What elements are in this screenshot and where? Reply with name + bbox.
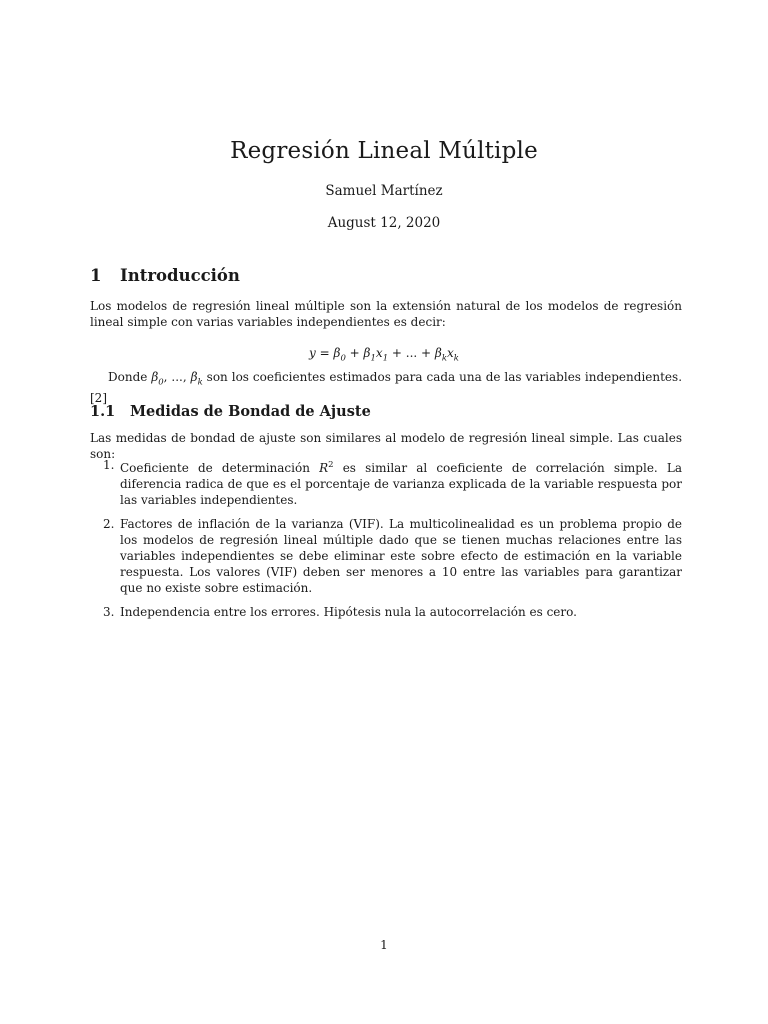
- intro-paragraph: Los modelos de regresión lineal múltiple son la extensión natural de los modelos de regresión lineal simple con varias variables independientes es decir:: [90, 299, 682, 329]
- section-number: 1: [90, 266, 102, 285]
- eq-x1-sub: 1: [382, 353, 389, 364]
- eq-betak-sub: k: [441, 353, 448, 364]
- subsection-heading-bondad: [90, 403, 371, 420]
- section-heading-introduccion: [90, 266, 240, 285]
- eq-beta0-sub: 0: [340, 353, 346, 364]
- eq-x1: x: [375, 346, 383, 360]
- section-title: Introducción: [120, 266, 240, 285]
- document-author: Samuel Martínez: [325, 183, 443, 199]
- list-marker: 1.: [103, 458, 115, 472]
- eq-equals: =: [315, 346, 334, 360]
- list-marker: 2.: [103, 517, 115, 531]
- eq-beta1: β: [363, 346, 371, 360]
- list-marker: 3.: [103, 605, 115, 619]
- eq-plus-dots: + ... +: [388, 346, 435, 360]
- inline-dots: , ...,: [163, 370, 191, 384]
- list-item: [90, 604, 682, 620]
- list-item-text: Factores de inflación de la varianza (VIF). La multicolinealidad es un problema propio de los modelos de regresión lineal múltiple dado que se tienen muchas relaciones entre las variables independientes se debe eliminar este sobre efecto de estimación en la variable respuesta. Los valores (VIF) deben ser menores a 10 entre las variables para garantizar que no existe sobre estimación.: [120, 517, 682, 595]
- coefficients-text: son los coeficientes estimados para cada una de las variables independientes. [2]: [90, 370, 683, 406]
- inline-r-sup: 2: [328, 460, 334, 470]
- eq-xk-sub: k: [453, 353, 459, 364]
- eq-beta0: β: [333, 346, 341, 360]
- eq-plus1: +: [345, 346, 364, 360]
- list-item-text: es similar al coeficiente de correlación simple. La diferencia radica de que es el porcentaje de varianza explicada de la variable respuesta por las variables independientes.: [120, 461, 682, 507]
- inline-beta0-sub: 0: [158, 377, 164, 388]
- list-item: [90, 516, 682, 596]
- eq-betak: β: [434, 346, 442, 360]
- inline-betak: β: [190, 370, 198, 384]
- eq-xk: x: [447, 346, 454, 360]
- bondad-list: [90, 457, 682, 628]
- donde-text: Donde: [108, 370, 152, 384]
- subsection-title: Medidas de Bondad de Ajuste: [130, 403, 371, 420]
- eq-beta1-sub: 1: [370, 353, 376, 364]
- list-item-text: Coeficiente de determinación: [120, 461, 320, 475]
- coefficients-paragraph: [90, 369, 682, 406]
- document-title: Regresión Lineal Múltiple: [230, 138, 538, 164]
- inline-r: R: [319, 461, 329, 475]
- list-item-text: Independencia entre los errores. Hipótesis nula la autocorrelación es cero.: [120, 605, 577, 619]
- inline-beta0: β: [151, 370, 159, 384]
- document-date: August 12, 2020: [327, 215, 441, 231]
- list-item: [90, 457, 682, 508]
- page-number: 1: [380, 938, 388, 952]
- subsection-number: 1.1: [90, 403, 116, 420]
- eq-y: y: [309, 346, 316, 360]
- regression-equation: [0, 346, 768, 363]
- inline-betak-sub: k: [197, 377, 203, 388]
- bondad-intro-paragraph: Las medidas de bondad de ajuste son similares al modelo de regresión lineal simple. Las cuales son:: [90, 431, 682, 461]
